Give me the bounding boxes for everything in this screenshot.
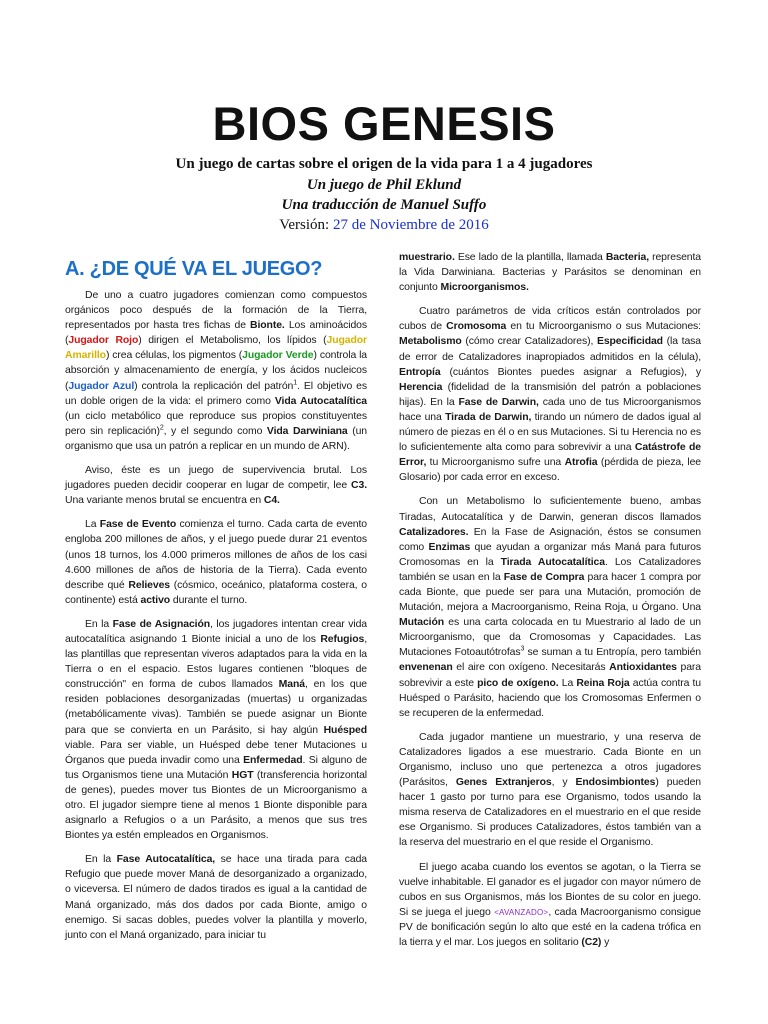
footnote-marker: 3 (520, 645, 525, 653)
version-line (0, 217, 768, 234)
paragraph-catalysts: Con un Metabolismo lo suficientemente bueno, ambas Tiradas, Autocatalítica y de Darwin, generan discos llamados Catalizadores. En la Fase de Asignación, éstos se consumen como Enzimas que ayudan a organizar más Maná para futuros Cromosomas en la Tirada Autocatalítica. Los Catalizadores también se usan en la Fase de Compra para hacer 1 compra por cada Bionte, que puede ser para una Mutación, promoción de Mutación, mejora a Macroorganismo, Reina Roja, u Órgano. Una Mutación es una carta colocada en tu Muestrario al lado de un Microorganismo, que da Cromosomas y Capacidades. Las Mutaciones Fotoautótrofas$^3$ se suman a tu Entropía, pero también envenenan el aire con oxígeno. Necesitarás Antioxidantes para sobrevivir a este pico de oxígeno. La Reina Roja actúa contra tu Huésped o Parásito, haciendo que los Cromosomas Enfermen o se recuperen de la enfermedad. (399, 496, 702, 719)
footnote-marker: 1 (293, 379, 298, 387)
player-yellow-label: Jugador Amarillo (65, 335, 367, 362)
paragraph-assignment-phase: En la Fase de Asignación, los jugadores intentan crear vida autocatalítica asignando 1 Bionte inicial a uno de los Refugios, las plantillas que representan viveros adaptados para la vida en la Tierra o en el espacio. Estos lugares contienen "bloques de construcción" en forma de cubos llamados Maná, en los que residen poblaciones desorganizadas (muertas) u organizadas (metabólicamente vivas). También se puede asignar un Bionte para que se convierta en un Parásito, si hay algún Huésped viable. Para ser viable, un Huésped debe tener Mutaciones u Órganos que pueda invadir como una Enfermedad. Si alguno de tus Organismos tiene una Mutación HGT (transferencia horizontal de genes), puedes mover tus Biontes de un Microorganismo a otro. El jugador siempre tiene al menos 1 Bionte disponible para asignarlo a Refugios o a un Parásito, a menos que sus tres Biontes ya estén empleados en Organismos. (65, 618, 367, 842)
document-title: BIOS GENESIS (212, 97, 556, 150)
player-blue-label: Jugador Azul (68, 380, 135, 392)
paragraph-autocatalytic-phase: En la Fase Autocatalítica, se hace una tirada para cada Refugio que puede mover Maná de desorganizado a organizado, o viceversa. El número de dados tirados es igual a la cantidad de Maná organizado, más dos dados por cada Bionte, amigo o enemigo. Si sacas dobles, puedes volver la plantilla y moverlo, junto con el Maná organizado, para iniciar tu (65, 854, 367, 941)
player-red-label: Jugador Rojo (68, 335, 139, 347)
author-line: Un juego de Phil Eklund (306, 177, 462, 193)
right-column (399, 250, 701, 959)
subtitle: Un juego de cartas sobre el origen de la vida para 1 a 4 jugadores (175, 156, 593, 172)
paragraph-event-phase: La Fase de Evento comienza el turno. Cada carta de evento engloba 200 millones de años, y el juego puede durar 21 eventos (unos 18 turnos, los 4.000 primeros millones de años de los casi 4.600 millones de años de historia de la Tierra). Cada evento describe qué Relieves (cósmico, oceánico, plataforma costera, o continente) está activo durante el turno. (65, 519, 368, 606)
paragraph-parameters: Cuatro parámetros de vida críticos están controlados por cubos de Cromosoma en tu Microorganismo o sus Mutaciones: Metabolismo (cómo crear Catalizadores), Especificidad (la tasa de error de Catalizadores inapropiados admitidos en la célula), Entropía (cuántos Biontes puedes asignar a Refugios), y Herencia (fidelidad de la transmisión del patrón a poblaciones hijas). En la Fase de Darwin, cada uno de tus Microorganismos hace una Tirada de Darwin, tirando un número de dados igual al número de piezas en él o en sus Mutaciones. Si tu Herencia no es lo suficientemente alta como para sobrevivir a una Catástrofe de Error, tu Microorganismo sufre una Atrofia (pérdida de pieza, lee Glosario) por cada error en exceso. (399, 306, 701, 484)
footnote-marker: 2 (159, 424, 164, 432)
section-heading: A. ¿DE QUÉ VA EL JUEGO? (65, 258, 323, 280)
left-column (65, 256, 367, 952)
advanced-tag: <AVANZADO> (494, 907, 549, 917)
version-date: 27 de Noviembre de 2016 (332, 217, 489, 233)
paragraph-warning: Aviso, éste es un juego de supervivencia brutal. Los jugadores pueden decidir cooperar en lugar de competir, lee C3. Una variante menos brutal se encuentra en C4. (65, 465, 367, 507)
version-label: Versión: (279, 217, 330, 233)
translation-line: Una traducción de Manuel Suffo (281, 197, 487, 213)
paragraph-end-game: El juego acaba cuando los eventos se agotan, o la Tierra se vuelve inhabitable. El ganador es el jugador con mayor número de cubos en sus Organismos, más los Biontes de su color en juego. Si se juega el juego <AVANZADO>, cada Macroorganismo consigue PV de bonificación según lo alto que esté en la cadena trófica en la tierra y el mar. Los juegos en solitario (C2) y (399, 861, 701, 949)
paragraph-reserve: Cada jugador mantiene un muestrario, y una reserva de Catalizadores ligados a ese muestrario. Cada Bionte en un Organismo, incluso uno que pertenezca a otros jugadores (Parásitos, Genes Extranjeros, y Endosimbiontes) pueden hacer 1 gasto por turno para ese Organismo, todos usando la misma reserva de Catalizadores en el muestrario en el que reside ese Organismo. Si produces Catalizadores, éstos también van a la reserva del muestrario en el que reside el Organismo. (399, 731, 701, 849)
player-green-label: Jugador Verde (242, 350, 314, 362)
paragraph-continuation: muestrario. Ese lado de la plantilla, llamada Bacteria, representa la Vida Darwiniana. Bacterias y Parásitos se denominan en conjunto Microorganismos. (399, 252, 701, 294)
paragraph-intro: De uno a cuatro jugadores comienzan como compuestos orgánicos poco después de la formación de la Tierra, representados por hasta tres fichas de Bionte. Los aminoácidos (Jugador Rojo) dirigen el Metabolismo, los lípidos (Jugador Amarillo) crea células, los pigmentos (Jugador Verde) controla la absorción y almacenamiento de energía, y los ácidos nucleicos (Jugador Azul) controla la replicación del patrón$^1$. El objetivo es un doble origen de la vida: el primero como Vida Autocatalítica (un ciclo metabólico que reproduce sus propios constituyentes pero sin replicación)$^2$, y el segundo como Vida Darwiniana (un organismo que usa un patrón a replicar en un mundo de ARN). (65, 290, 368, 452)
